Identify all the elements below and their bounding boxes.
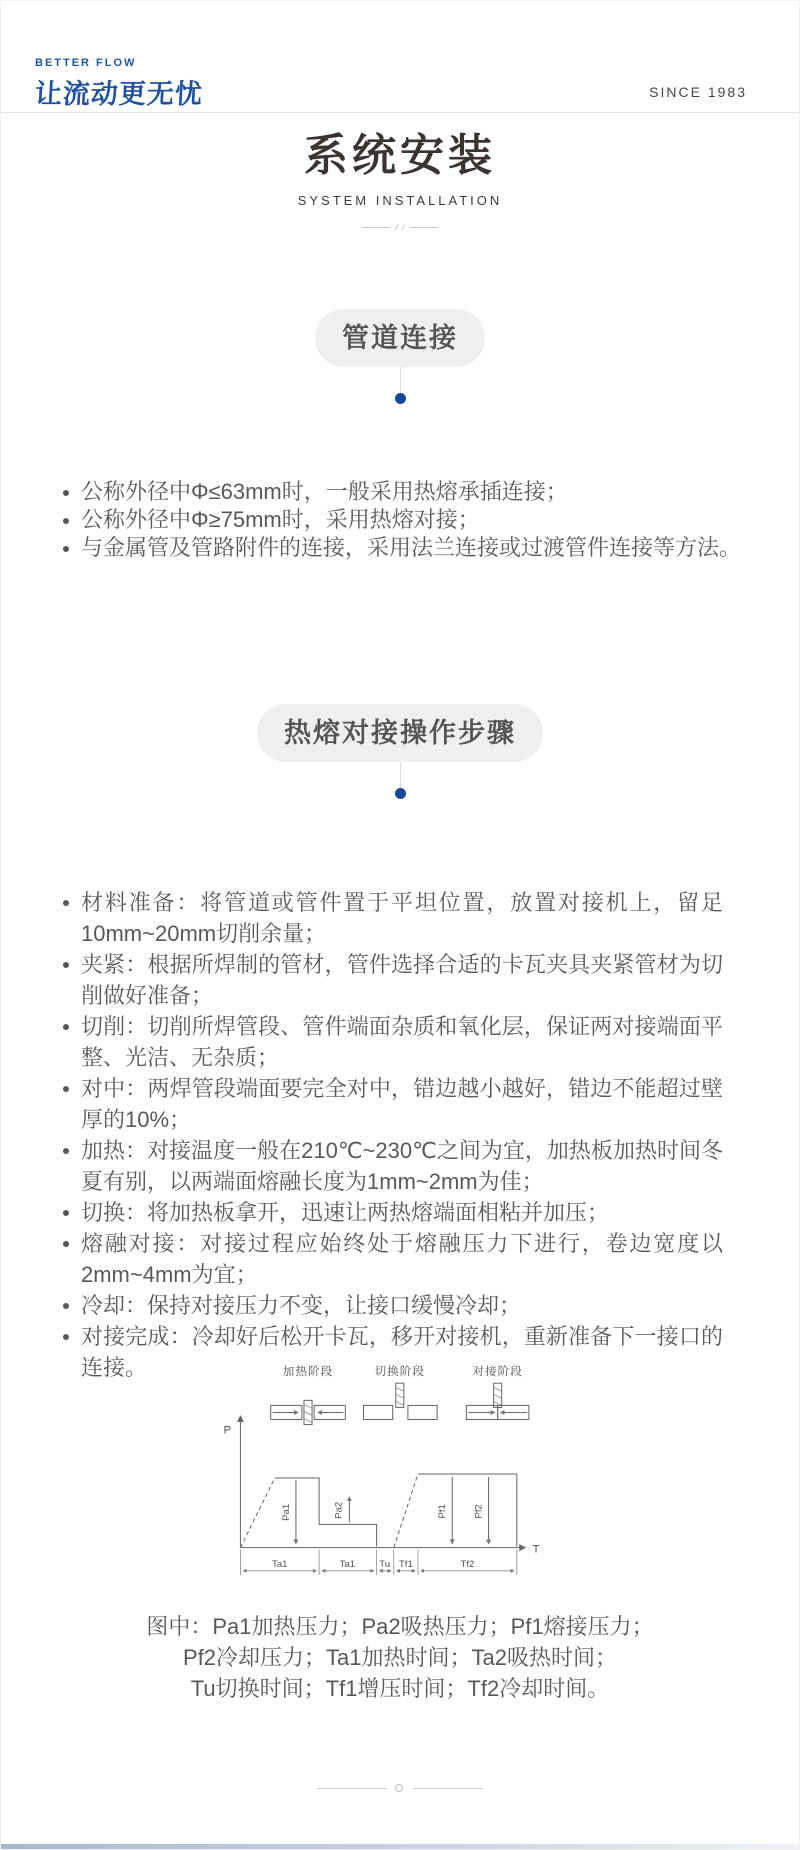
- caption-line: Pf2冷却压力；Ta1加热时间；Ta2吸热时间；: [183, 1645, 617, 1670]
- tf1-label: Tf1: [398, 1558, 413, 1570]
- diagram-svg: [169, 1359, 559, 1591]
- profile-ramp-2: [394, 1474, 418, 1548]
- brand-tagline: BETTER FLOW: [35, 57, 137, 69]
- joining-schematic: [466, 1383, 529, 1419]
- since-label: SINCE 1983: [649, 84, 747, 100]
- profile-ramp-1: [240, 1478, 274, 1548]
- butt-fusion-steps-list: [81, 887, 723, 1383]
- page-title: 系统安装: [304, 131, 496, 180]
- list-item: 公称外径中Φ≥75mm时，采用热熔对接；: [81, 506, 723, 534]
- section-butt-fusion-head: [1, 704, 799, 799]
- phase-label-joining: 对接阶段: [472, 1365, 523, 1379]
- switch-schematic: [363, 1383, 437, 1419]
- brand-wordmark: 让流动更无忧: [34, 79, 204, 109]
- pf1-label: Pf1: [437, 1504, 449, 1519]
- ta1-label: Ta1: [272, 1558, 288, 1570]
- list-item: 材料准备：将管道或管件置于平坦位置，放置对接机上，留足10mm~20mm切削余量；: [81, 887, 723, 949]
- connector-line: [400, 762, 401, 788]
- connector-dot: [395, 393, 406, 404]
- connector-line: [400, 367, 401, 393]
- title-divider: [362, 224, 438, 231]
- diagram-caption: [1, 1611, 799, 1704]
- connector-dot: [395, 788, 406, 799]
- pressure-time-diagram: [169, 1359, 559, 1591]
- tu-label: Tu: [379, 1558, 391, 1570]
- list-item: 切换：将加热板拿开，迅速让两热熔端面相粘并加压；: [81, 1197, 723, 1228]
- list-item: 加热：对接温度一般在210℃~230℃之间为宜，加热板加热时间冬夏有别，以两端面熔融长度为1mm~2mm为佳；: [81, 1135, 723, 1197]
- pa1-label: Pa1: [280, 1503, 292, 1521]
- header: [1, 1, 799, 113]
- p-axis-label: P: [223, 1424, 232, 1437]
- list-item: 冷却：保持对接压力不变，让接口缓慢冷却；: [81, 1290, 723, 1321]
- heating-schematic: [271, 1400, 346, 1424]
- caption-line: Tu切换时间；Tf1增压时间；Tf2冷却时间。: [190, 1676, 610, 1701]
- ta2-label: Ta1: [339, 1558, 356, 1570]
- phase-label-switch: 切换阶段: [374, 1365, 426, 1379]
- list-item: 夹紧：根据所焊制的管材，管件选择合适的卡瓦夹具夹紧管材为切削做好准备；: [81, 949, 723, 1011]
- pa2-label: Pa2: [333, 1501, 345, 1519]
- caption-line: 图中：Pa1加热压力；Pa2吸热压力；Pf1熔接压力；: [146, 1614, 654, 1639]
- list-item: 熔融对接：对接过程应始终处于熔融压力下进行，卷边宽度以2mm~4mm为宜；: [81, 1228, 723, 1290]
- section-heading-pill: 热熔对接操作步骤: [257, 704, 543, 762]
- profile-joining: [418, 1474, 517, 1547]
- tf2-label: Tf2: [460, 1558, 475, 1570]
- t-axis-label: T: [532, 1543, 540, 1556]
- title-block: [1, 129, 799, 231]
- pipe-connection-list: [81, 478, 742, 562]
- footer-divider: [1, 1783, 799, 1793]
- list-item: 对中：两焊管段端面要完全对中，错边越小越好，错边不能超过壁厚的10%；: [81, 1073, 723, 1135]
- section-heading-pill: 管道连接: [315, 309, 485, 367]
- pf2-label: Pf2: [473, 1504, 485, 1519]
- list-item: 与金属管及管路附件的连接，采用法兰连接或过渡管件连接等方法。: [81, 535, 742, 560]
- footer-circle-icon: [395, 1784, 403, 1792]
- page-subtitle: SYSTEM INSTALLATION: [297, 193, 503, 208]
- bottom-accent-bar: [1, 1844, 799, 1849]
- section-pipe-connection-head: [1, 309, 799, 404]
- list-item: 对接完成：冷却好后松开卡瓦，移开对接机，重新准备下一接口的连接。: [81, 1321, 723, 1383]
- brand-logo: [35, 57, 203, 111]
- list-item: 公称外径中Φ≤63mm时，一般采用热熔承插连接；: [81, 478, 723, 506]
- list-item: 切削：切削所焊管段、管件端面杂质和氧化层，保证两对接端面平整、光洁、无杂质；: [81, 1011, 723, 1073]
- time-dimensions: [240, 1550, 516, 1575]
- phase-label-heating: 加热阶段: [282, 1365, 334, 1379]
